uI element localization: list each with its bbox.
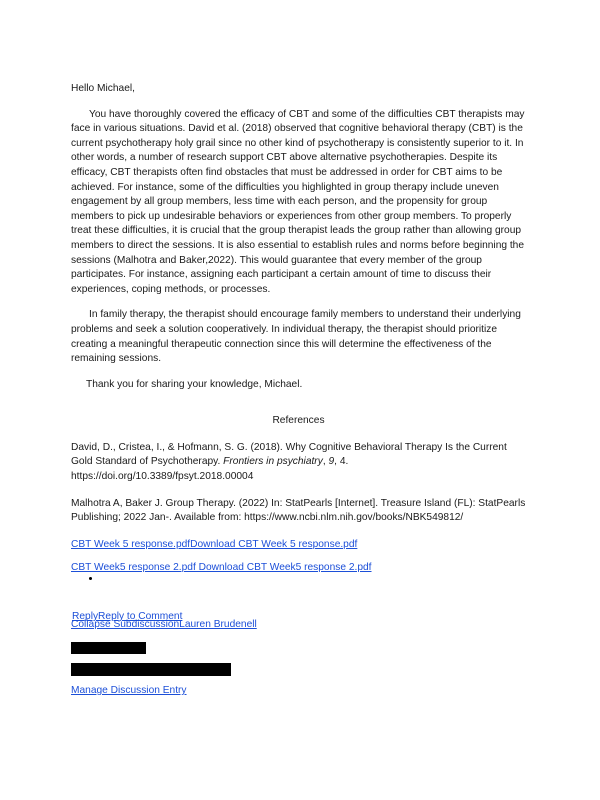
redacted-block	[71, 642, 146, 654]
reference-1-text: David, D., Cristea, I., & Hofmann, S. G. (2018). Why Cognitive Behavioral Therapy Is the Current Gold Standard of Psychotherapy.	[71, 441, 507, 468]
greeting: Hello Michael,	[71, 83, 135, 94]
paragraph-1: You have thoroughly covered the efficacy of CBT and some of the difficulties CBT therapists may face in various situations. David et al. (2018) observed that cognitive behavioral therapy (CBT) is the current psychotherapy holy grail since no other kind of psychotherapy is consistently superior to it. In other words, a number of research support CBT above alternative psychotherapies. Despite its efficacy, CBT therapists often find obstacles that must be addressed in order for CBT aims to be achieved. For instance, some of the difficulties you highlighted in group therapy include uneven engagement by all group members, less time with each person, and the propensity for group members to pick up undesirable behaviors or experiences from other group members. To properly treat these difficulties, it is crucial that the group therapist leads the group rather than allowing group members to direct the sessions. It is also essential to establish rules and norms before beginning the sessions (Malhotra and Baker,2022). This would guarantee that every member of the group participates. For instance, assigning each participant a certain amount of time to discuss their experiences, coping methods, or processes.	[71, 108, 525, 295]
reference-1-comma: ,	[322, 456, 329, 468]
manage-discussion-entry-link[interactable]: Manage Discussion Entry	[71, 685, 187, 696]
collapse-subdiscussion-link[interactable]: Collapse SubdiscussionLauren Brudenell	[71, 619, 257, 630]
reference-1-volume: 9	[328, 456, 335, 468]
attachment-link-2[interactable]: CBT Week5 response 2.pdf Download CBT Week5 response 2.pdf	[71, 562, 372, 574]
reference-1-journal: Frontiers in psychiatry	[223, 456, 323, 468]
post-content	[71, 82, 526, 625]
reference-1	[71, 441, 526, 485]
paragraph-2: In family therapy, the therapist should encourage family members to understand their underlying problems and seek a solution cooperatively. In individual therapy, the therapist should prioritize creating a meaningful therapeutic connection since this will determine the effectiveness of the remaining sessions.	[71, 309, 521, 365]
references-heading: References	[272, 415, 325, 427]
thanks-line: Thank you for sharing your knowledge, Michael.	[86, 378, 303, 390]
attachment-link-1[interactable]: CBT Week 5 response.pdfDownload CBT Week 5 response.pdf	[71, 538, 358, 550]
reply-button[interactable]: ReplyReply to Comment	[72, 611, 183, 623]
list-bullet	[89, 577, 92, 580]
reference-1-tail: , 4. https://doi.org/10.3389/fpsyt.2018.00004	[71, 456, 349, 483]
reference-2: Malhotra A, Baker J. Group Therapy. (2022) In: StatPearls [Internet]. Treasure Island (FL): StatPearls Publishing; 2022 Jan-. Available from: https://www.ncbi.nlm.nih.gov/books/NBK549812/	[71, 497, 526, 524]
redacted-block	[71, 663, 231, 676]
